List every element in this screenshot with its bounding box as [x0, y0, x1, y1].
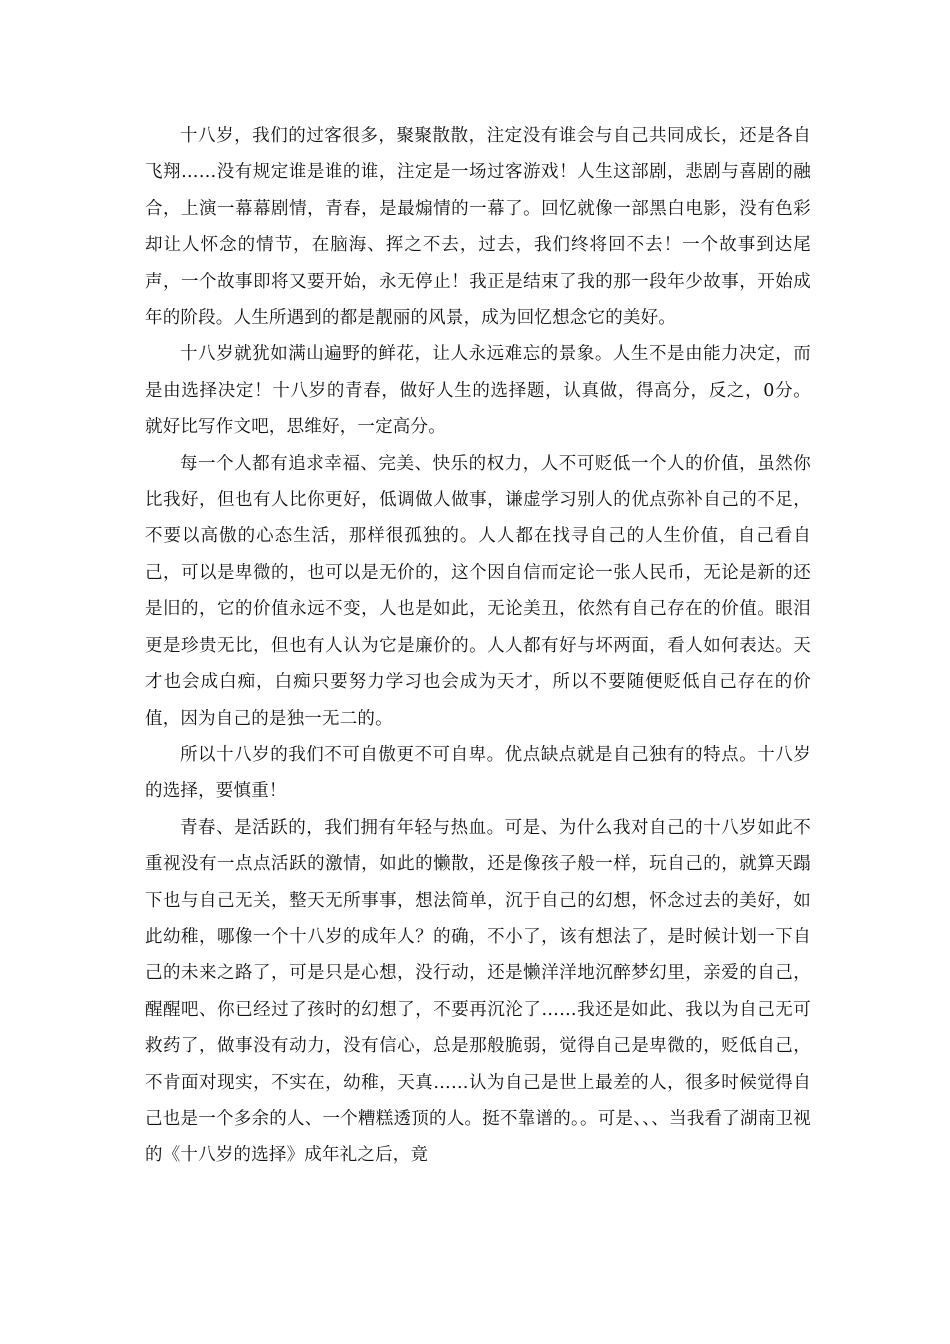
document-body: [145, 118, 811, 1174]
paragraph-2: 十八岁就犹如满山遍野的鲜花，让人永远难忘的景象。人生不是由能力决定，而是由选择决定！十八岁的青春，做好人生的选择题，认真做，得高分，反之，0分。就好比写作文吧，思维好，一定高分。: [145, 344, 811, 438]
paragraph-1: 十八岁，我们的过客很多，聚聚散散，注定没有谁会与自己共同成长，还是各自飞翔……没有规定谁是谁的谁，注定是一场过客游戏！人生这部剧，悲剧与喜剧的融合，上演一幕幕剧情，青春，是最煽情的一幕了。回忆就像一部黑白电影，没有色彩却让人怀念的情节，在脑海、挥之不去，过去，我们终将回不去！一个故事到达尾声，一个故事即将又要开始，永无停止！我正是结束了我的那一段年少故事，开始成年的阶段。人生所遇到的都是靓丽的风景，成为回忆想念它的美好。: [145, 126, 811, 329]
paragraph-4: 所以十八岁的我们不可自傲更不可自卑。优点缺点就是自己独有的特点。十八岁的选择，要慎重！: [145, 744, 811, 802]
paragraph-3: 每一个人都有追求幸福、完美、快乐的权力，人不可贬低一个人的价值，虽然你比我好，但也有人比你更好，低调做人做事，谦虚学习别人的优点弥补自己的不足，不要以高傲的心态生活，那样很孤独的。人人都在找寻自己的人生价值，自己看自己，可以是卑微的，也可以是无价的，这个因自信而定论一张人民币，无论是新的还是旧的，它的价值永远不变，人也是如此，无论美丑，依然有自己存在的价值。眼泪更是珍贵无比，但也有人认为它是廉价的。人人都有好与坏两面，看人如何表达。天才也会成白痴，白痴只要努力学习也会成为天才，所以不要随便贬低自己存在的价值，因为自己的是独一无二的。: [145, 453, 811, 729]
paragraph-5: 青春、是活跃的，我们拥有年轻与热血。可是、为什么我对自己的十八岁如此不重视没有一点点活跃的激情，如此的懒散，还是像孩子般一样，玩自己的，就算天蹋下也与自己无关，整天无所事事，想法简单，沉于自己的幻想，怀念过去的美好，如此幼稚，哪像一个十八岁的成年人？的确，不小了，该有想法了，是时候计划一下自己的未来之路了，可是只是心想，没行动，还是懒洋洋地沉醉梦幻里，亲爱的自己，醒醒吧、你已经过了孩时的幻想了，不要再沉沦了……我还是如此、我以为自己无可救药了，做事没有动力，没有信心，总是那般脆弱，觉得自己是卑微的，贬低自己，不肯面对现实，不实在，幼稚，天真……认为自己是世上最差的人，很多时候觉得自己也是一个多余的人、一个糟糕透顶的人。挺不靠谱的。。可是、、、当我看了湖南卫视的《十八岁的选择》成年礼之后，竟: [145, 817, 811, 1166]
